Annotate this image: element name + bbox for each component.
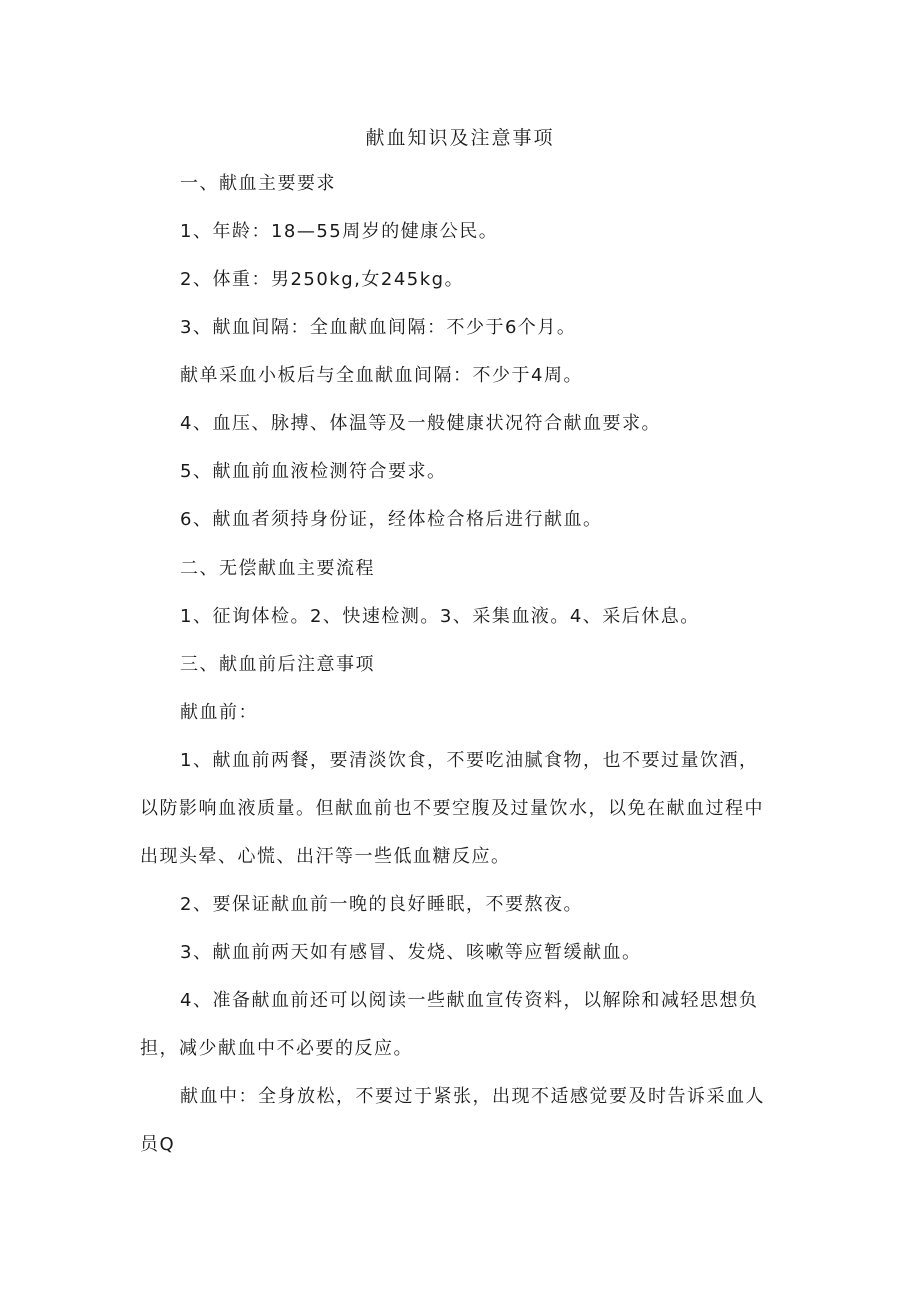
section-heading-precautions: 三、献血前后注意事项 (180, 654, 375, 675)
paragraph-during-line1: 献血中：全身放松，不要过于紧张，出现不适感觉要及时告诉采血人 (180, 1086, 765, 1107)
paragraph-illness: 3、献血前两天如有感冒、发烧、咳嗽等应暂缓献血。 (180, 942, 642, 963)
document-title: 献血知识及注意事项 (365, 127, 555, 149)
section-heading-requirements: 一、献血主要要求 (180, 173, 336, 194)
paragraph-reading-line1: 4、准备献血前还可以阅读一些献血宣传资料，以解除和减轻思想负 (180, 990, 759, 1011)
paragraph-interval: 3、献血间隔：全血献血间隔：不少于6个月。 (180, 317, 577, 338)
paragraph-reading-line2: 担，减少献血中不必要的反应。 (140, 1038, 413, 1059)
subheading-before-donation: 献血前： (180, 702, 258, 723)
paragraph-diet-line3: 出现头晕、心慌、出汗等一些低血糖反应。 (140, 846, 511, 867)
paragraph-during-line2: 员Q (140, 1134, 176, 1155)
paragraph-diet-line1: 1、献血前两餐，要清淡饮食，不要吃油腻食物，也不要过量饮酒， (180, 750, 759, 771)
paragraph-process-steps: 1、征询体检。2、快速检测。3、采集血液。4、采后休息。 (180, 606, 700, 627)
paragraph-weight: 2、体重：男250kg,女245kg。 (180, 269, 465, 290)
paragraph-diet-line2: 以防影响血液质量。但献血前也不要空腹及过量饮水，以免在献血过程中 (140, 798, 764, 819)
paragraph-age: 1、年龄：18—55周岁的健康公民。 (180, 221, 499, 242)
paragraph-id-card: 6、献血者须持身份证，经体检合格后进行献血。 (180, 509, 603, 530)
paragraph-platelet-interval: 献单采血小板后与全血献血间隔：不少于4周。 (180, 365, 583, 386)
section-heading-process: 二、无偿献血主要流程 (180, 558, 375, 579)
paragraph-blood-test: 5、献血前血液检测符合要求。 (180, 461, 447, 482)
paragraph-sleep: 2、要保证献血前一晚的良好睡眠，不要熬夜。 (180, 894, 583, 915)
paragraph-health: 4、血压、脉搏、体温等及一般健康状况符合献血要求。 (180, 413, 661, 434)
